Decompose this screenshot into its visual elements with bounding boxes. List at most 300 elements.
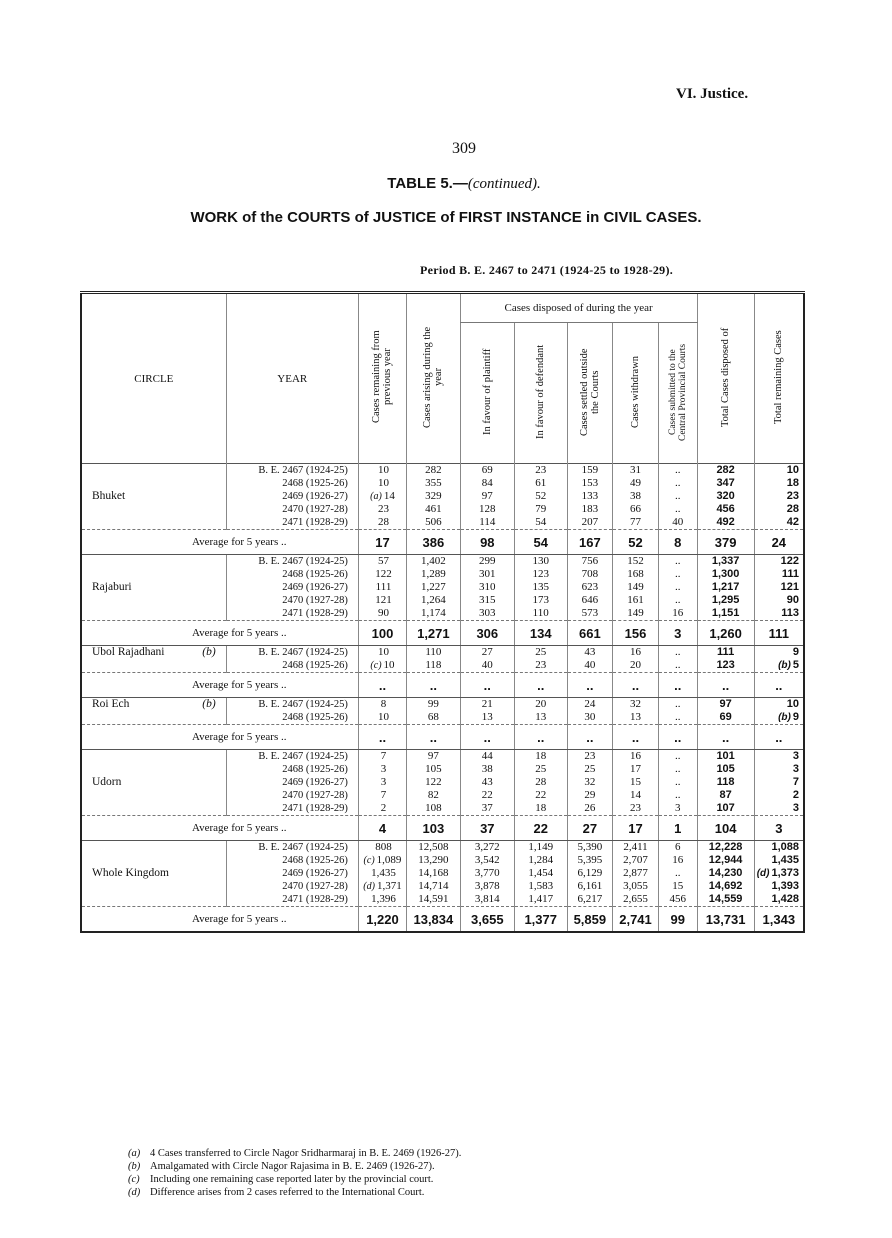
average-value: .. — [697, 725, 754, 750]
average-value: .. — [658, 725, 697, 750]
cell-value: (b) 9 — [778, 711, 799, 723]
cell-value: 23 — [535, 659, 547, 671]
average-value: .. — [358, 673, 406, 698]
cell-value: 111 — [781, 568, 799, 580]
cell-value: 303 — [479, 607, 496, 619]
cell-value: 27 — [481, 646, 493, 658]
cell-value: 8 — [380, 698, 387, 710]
main-title: WORK of the COURTS of JUSTICE of FIRST INSTANCE in CIVIL CASES. — [190, 209, 702, 226]
cell-value: 14,168 — [418, 867, 449, 879]
cell-value: 320 — [716, 490, 735, 502]
year-label: 2468 (1925-26) — [282, 478, 348, 489]
cell-value: 1,396 — [371, 893, 396, 905]
average-value: 99 — [658, 907, 697, 933]
cell-value: .. — [674, 750, 681, 762]
cell-value: 42 — [786, 516, 799, 528]
cell-value: 153 — [581, 477, 599, 489]
table-title — [0, 175, 892, 193]
period-label: Period B. E. 2467 to 2471 (1924-25 to 1928-29). — [420, 263, 674, 277]
cell-value: 82 — [427, 789, 439, 801]
cell-value: 149 — [627, 581, 644, 593]
average-value: 37 — [460, 816, 514, 841]
cell-value: 492 — [716, 516, 735, 528]
average-value: .. — [460, 725, 514, 750]
cell-value: 3,770 — [474, 867, 500, 879]
cell-value: 28 — [535, 776, 547, 788]
cell-value: 329 — [425, 490, 442, 502]
cell-value: 1,393 — [771, 880, 799, 892]
cell-value: .. — [674, 867, 681, 879]
cell-value: 16 — [672, 607, 684, 619]
year-label: 2470 (1927-28) — [282, 504, 348, 515]
average-value: 13,731 — [697, 907, 754, 933]
cell-value: 105 — [425, 763, 442, 775]
circle-note: (b) — [202, 646, 216, 658]
average-value: 661 — [567, 621, 613, 646]
cell-value: 1,149 — [528, 841, 554, 853]
year-label: 2469 (1926-27) — [282, 491, 348, 502]
cell-value: 3,814 — [474, 893, 500, 905]
cell-value: .. — [674, 763, 681, 775]
col-circle: CIRCLE — [134, 372, 174, 385]
cell-value: 1,402 — [421, 555, 446, 567]
cell-value: 69 — [719, 711, 732, 723]
year-label: 2469 (1926-27) — [282, 582, 348, 593]
average-row — [81, 621, 804, 646]
col-disposed-group: Cases disposed of during the year — [460, 293, 697, 323]
average-value: 52 — [613, 530, 659, 555]
cell-value: .. — [674, 555, 681, 567]
average-value: 8 — [658, 530, 697, 555]
average-value: 1,220 — [358, 907, 406, 933]
cell-value: 110 — [425, 646, 442, 658]
cell-value: .. — [674, 568, 681, 580]
cell-value: 111 — [717, 646, 735, 658]
cell-value: 1,435 — [371, 867, 396, 879]
cell-value: 40 — [584, 659, 596, 671]
year-label: 2468 (1925-26) — [282, 764, 348, 775]
year-label: 2469 (1926-27) — [282, 868, 348, 879]
year-label: 2470 (1927-28) — [282, 881, 348, 892]
average-value: 2,741 — [613, 907, 659, 933]
col-year: YEAR — [226, 293, 358, 464]
cell-value: (a) 14 — [370, 490, 395, 502]
year-label: B. E. 2467 (1924-25) — [258, 699, 348, 710]
cell-value: 3 — [380, 763, 387, 775]
average-value: .. — [567, 673, 613, 698]
average-value: 1,271 — [407, 621, 461, 646]
cell-value: 5,390 — [577, 841, 603, 853]
average-value: 100 — [358, 621, 406, 646]
average-value: 54 — [514, 530, 567, 555]
cell-value: (d) 1,373 — [756, 867, 799, 879]
cell-value: 122 — [425, 776, 442, 788]
cell-value: 90 — [786, 594, 799, 606]
cell-value: 1,454 — [528, 867, 554, 879]
cell-value: 79 — [535, 503, 547, 515]
cell-value: 114 — [479, 516, 496, 528]
cell-value: 14,714 — [418, 880, 449, 892]
footnote: (b) Amalgamated with Circle Nagor Rajasima in B. E. 2469 (1926-27). — [128, 1161, 435, 1172]
cell-value: 347 — [716, 477, 735, 489]
circle-name: Udorn — [92, 776, 122, 788]
col-withdrawn: Cases withdrawn — [613, 323, 659, 464]
average-row — [81, 530, 804, 555]
year-label: 2470 (1927-28) — [282, 790, 348, 801]
page-number: 309 — [452, 140, 476, 157]
cell-value: .. — [674, 698, 681, 710]
circle-block — [81, 698, 804, 725]
cell-value: .. — [674, 490, 681, 502]
cell-value: 57 — [377, 555, 389, 567]
year-label: 2471 (1928-29) — [282, 608, 348, 619]
cell-value: 29 — [584, 789, 596, 801]
cell-value: 15 — [630, 776, 641, 788]
cell-value: 1,583 — [528, 880, 554, 892]
average-value: 17 — [358, 530, 406, 555]
circle-name: Rajaburi — [92, 581, 132, 593]
cell-value: 808 — [375, 841, 392, 853]
cell-value: 108 — [425, 802, 442, 814]
cell-value: 105 — [716, 763, 735, 775]
cell-value: 756 — [581, 555, 599, 567]
cell-value: 301 — [479, 568, 496, 580]
average-value: 167 — [567, 530, 613, 555]
cell-value: 1,217 — [711, 581, 740, 593]
cell-value: 2,411 — [623, 841, 648, 853]
cell-value: 1,284 — [528, 854, 554, 866]
cell-value: .. — [674, 776, 681, 788]
cell-value: .. — [674, 477, 681, 489]
average-label: Average for 5 years .. — [81, 621, 358, 646]
average-value: .. — [658, 673, 697, 698]
cell-value: 21 — [481, 698, 493, 710]
average-value: 156 — [613, 621, 659, 646]
average-row — [81, 907, 804, 933]
year-label: 2469 (1926-27) — [282, 777, 348, 788]
year-label: 2471 (1928-29) — [282, 517, 348, 528]
circle-name: Whole Kingdom — [92, 867, 169, 879]
cell-value: 37 — [481, 802, 493, 814]
cell-value: 6 — [674, 841, 681, 853]
cell-value: 43 — [481, 776, 493, 788]
cell-value: 299 — [479, 555, 496, 567]
cell-value: 40 — [481, 659, 493, 671]
cell-value: 84 — [481, 477, 493, 489]
cell-value: 15 — [672, 880, 684, 892]
cell-value: 161 — [627, 594, 644, 606]
cell-value: 133 — [581, 490, 599, 502]
cell-value: 3,542 — [474, 854, 500, 866]
year-label: 2468 (1925-26) — [282, 569, 348, 580]
section-heading: VI. Justice. — [676, 86, 749, 102]
cell-value: 25 — [535, 646, 547, 658]
cell-value: 1,435 — [771, 854, 799, 866]
cell-value: 355 — [425, 477, 442, 489]
cell-value: 13 — [535, 711, 547, 723]
cell-value: (c) 1,089 — [363, 854, 402, 866]
cell-value: 38 — [481, 763, 493, 775]
cell-value: 10 — [377, 464, 389, 476]
average-value: 13,834 — [407, 907, 461, 933]
cell-value: 14,692 — [708, 880, 743, 892]
cell-value: 122 — [375, 568, 392, 580]
cell-value: 310 — [479, 581, 496, 593]
footnotes — [128, 1147, 461, 1199]
cell-value: 31 — [630, 464, 641, 476]
average-value: 386 — [407, 530, 461, 555]
year-label: 2468 (1925-26) — [282, 712, 348, 723]
average-row — [81, 673, 804, 698]
average-value: .. — [697, 673, 754, 698]
cell-value: 506 — [425, 516, 442, 528]
cell-value: 22 — [481, 789, 493, 801]
average-value: 3,655 — [460, 907, 514, 933]
cell-value: 10 — [786, 698, 799, 710]
average-value: 17 — [613, 816, 659, 841]
year-label: 2471 (1928-29) — [282, 894, 348, 905]
cell-value: 3,055 — [623, 880, 648, 892]
cell-value: 18 — [786, 477, 799, 489]
cell-value: 90 — [377, 607, 389, 619]
cell-value: 23 — [786, 490, 799, 502]
cell-value: 121 — [780, 581, 799, 593]
cell-value: (c) 10 — [370, 659, 395, 671]
cell-value: 10 — [377, 477, 389, 489]
cell-value: .. — [674, 594, 681, 606]
cell-value: .. — [674, 789, 681, 801]
cell-value: 12,944 — [708, 854, 743, 866]
cell-value: 28 — [377, 516, 389, 528]
cell-value: 68 — [427, 711, 439, 723]
cell-value: 16 — [672, 854, 684, 866]
cell-value: 573 — [581, 607, 599, 619]
col-defendant: In favour of defendant — [514, 323, 567, 464]
average-value: .. — [358, 725, 406, 750]
col-remaining-prev: Cases remaining from previous year — [358, 293, 406, 464]
cell-value: 14,591 — [418, 893, 449, 905]
average-label: Average for 5 years .. — [81, 725, 358, 750]
cell-value: 10 — [786, 464, 799, 476]
cell-value: 9 — [792, 646, 799, 658]
circle-name: Roi Ech — [92, 698, 130, 710]
cell-value: 1,174 — [421, 607, 446, 619]
average-value: 1,260 — [697, 621, 754, 646]
cell-value: 1,289 — [421, 568, 446, 580]
cell-value: .. — [674, 581, 681, 593]
cell-value: 152 — [627, 555, 644, 567]
cell-value: .. — [674, 464, 681, 476]
cell-value: 3 — [792, 763, 799, 775]
cell-value: 7 — [380, 789, 387, 801]
cell-value: 49 — [630, 477, 641, 489]
average-value: 27 — [567, 816, 613, 841]
year-label: B. E. 2467 (1924-25) — [258, 751, 348, 762]
year-label: 2468 (1925-26) — [282, 660, 348, 671]
cell-value: 173 — [532, 594, 549, 606]
cell-value: 1,088 — [771, 841, 799, 853]
average-label: Average for 5 years .. — [81, 673, 358, 698]
year-label: B. E. 2467 (1924-25) — [258, 556, 348, 567]
circle-block — [81, 464, 804, 530]
cell-value: 1,417 — [528, 893, 554, 905]
cell-value: 32 — [584, 776, 596, 788]
average-value: 1,343 — [754, 907, 804, 933]
cell-value: 38 — [630, 490, 641, 502]
cell-value: 3,272 — [474, 841, 500, 853]
cell-value: 66 — [630, 503, 641, 515]
cell-value: 25 — [584, 763, 596, 775]
average-value: .. — [567, 725, 613, 750]
cell-value: 2,655 — [623, 893, 648, 905]
cell-value: 25 — [535, 763, 547, 775]
cell-value: .. — [674, 659, 681, 671]
cell-value: 3 — [792, 802, 799, 814]
average-value: 103 — [407, 816, 461, 841]
cell-value: 118 — [716, 776, 735, 788]
cell-value: 13 — [630, 711, 641, 723]
average-value: .. — [407, 725, 461, 750]
cell-value: 123 — [532, 568, 549, 580]
footnote: (c) Including one remaining case reported later by the provincial court. — [128, 1174, 434, 1185]
col-total-remaining: Total remaining Cases — [754, 293, 804, 464]
cell-value: 122 — [780, 555, 799, 567]
cell-value: (b) 5 — [778, 659, 799, 671]
cell-value: 1,428 — [771, 893, 799, 905]
cell-value: 99 — [427, 698, 439, 710]
circle-block — [81, 646, 804, 673]
cell-value: 282 — [716, 464, 735, 476]
table-continued: (continued). — [467, 176, 541, 192]
cell-value: 40 — [672, 516, 684, 528]
circle-block — [81, 750, 804, 816]
col-submitted: Cases submitted to the Central Provincial Courts — [658, 323, 697, 464]
average-value: .. — [460, 673, 514, 698]
circle-name: Bhuket — [92, 490, 126, 502]
cell-value: 87 — [719, 789, 732, 801]
average-value: 379 — [697, 530, 754, 555]
cell-value: 16 — [630, 750, 641, 762]
cell-value: 28 — [786, 503, 799, 515]
cell-value: 97 — [719, 698, 732, 710]
cell-value: 708 — [581, 568, 599, 580]
cell-value: 6,161 — [577, 880, 603, 892]
cell-value: 111 — [375, 581, 392, 593]
cell-value: 16 — [630, 646, 641, 658]
cell-value: 1,151 — [711, 607, 740, 619]
cell-value: 1,227 — [421, 581, 446, 593]
cell-value: 1,295 — [711, 594, 740, 606]
col-settled: Cases settled outside the Courts — [567, 323, 613, 464]
cell-value: 461 — [425, 503, 442, 515]
average-value: .. — [613, 673, 659, 698]
cell-value: 6,217 — [577, 893, 603, 905]
col-arising: Cases arising during the year — [407, 293, 461, 464]
average-value: 306 — [460, 621, 514, 646]
average-value: .. — [514, 673, 567, 698]
average-value: 3 — [754, 816, 804, 841]
cell-value: 149 — [627, 607, 644, 619]
cell-value: 207 — [581, 516, 599, 528]
cell-value: 23 — [377, 503, 389, 515]
cell-value: 1,264 — [421, 594, 446, 606]
cell-value: 135 — [532, 581, 549, 593]
average-value: 134 — [514, 621, 567, 646]
cell-value: 10 — [377, 711, 389, 723]
year-label: 2471 (1928-29) — [282, 803, 348, 814]
cell-value: 54 — [535, 516, 547, 528]
cell-value: 123 — [716, 659, 735, 671]
cell-value: 113 — [781, 607, 799, 619]
average-value: 1,377 — [514, 907, 567, 933]
cell-value: 61 — [535, 477, 547, 489]
cell-value: 107 — [716, 802, 735, 814]
cell-value: 12,508 — [418, 841, 449, 853]
average-value: 104 — [697, 816, 754, 841]
cell-value: 17 — [630, 763, 641, 775]
average-value: 22 — [514, 816, 567, 841]
cell-value: 130 — [532, 555, 549, 567]
cell-value: 623 — [581, 581, 599, 593]
average-label: Average for 5 years .. — [81, 530, 358, 555]
cell-value: 282 — [425, 464, 442, 476]
average-value: .. — [514, 725, 567, 750]
cell-value: 13,290 — [418, 854, 449, 866]
cell-value: 13 — [481, 711, 493, 723]
cell-value: 121 — [375, 594, 392, 606]
col-total-disposed: Total Cases disposed of — [697, 293, 754, 464]
cell-value: 159 — [581, 464, 599, 476]
cell-value: 456 — [716, 503, 735, 515]
cell-value: 2,877 — [623, 867, 648, 879]
year-label: 2470 (1927-28) — [282, 595, 348, 606]
cell-value: 2,707 — [623, 854, 648, 866]
table-label: TABLE 5.— — [387, 175, 468, 192]
cell-value: 12,228 — [708, 841, 743, 853]
cell-value: 22 — [535, 789, 547, 801]
average-row — [81, 725, 804, 750]
civil-cases-table — [80, 291, 805, 933]
cell-value: .. — [674, 646, 681, 658]
cell-value: 18 — [535, 750, 547, 762]
circle-name: Ubol Rajadhani — [92, 646, 165, 658]
average-value: 3 — [658, 621, 697, 646]
year-label: B. E. 2467 (1924-25) — [258, 842, 348, 853]
average-value: .. — [613, 725, 659, 750]
average-value: .. — [754, 673, 804, 698]
footnote: (a) 4 Cases transferred to Circle Nagor Sridharmaraj in B. E. 2469 (1926-27). — [128, 1148, 462, 1159]
cell-value: 7 — [380, 750, 387, 762]
cell-value: 14,230 — [708, 867, 743, 879]
footnote: (d) Difference arises from 2 cases referred to the International Court. — [128, 1187, 425, 1198]
cell-value: 3 — [792, 750, 799, 762]
cell-value: 1,337 — [711, 555, 740, 567]
circle-block — [81, 555, 804, 621]
cell-value: 26 — [584, 802, 596, 814]
cell-value: 101 — [716, 750, 735, 762]
average-value: 1 — [658, 816, 697, 841]
cell-value: 44 — [481, 750, 493, 762]
cell-value: 52 — [535, 490, 547, 502]
cell-value: 456 — [669, 893, 686, 905]
cell-value: 2 — [792, 789, 799, 801]
circle-block — [81, 841, 804, 907]
average-value: 5,859 — [567, 907, 613, 933]
year-label: B. E. 2467 (1924-25) — [258, 647, 348, 658]
cell-value: .. — [674, 711, 681, 723]
cell-value: 23 — [630, 802, 641, 814]
average-label: Average for 5 years .. — [81, 907, 358, 933]
